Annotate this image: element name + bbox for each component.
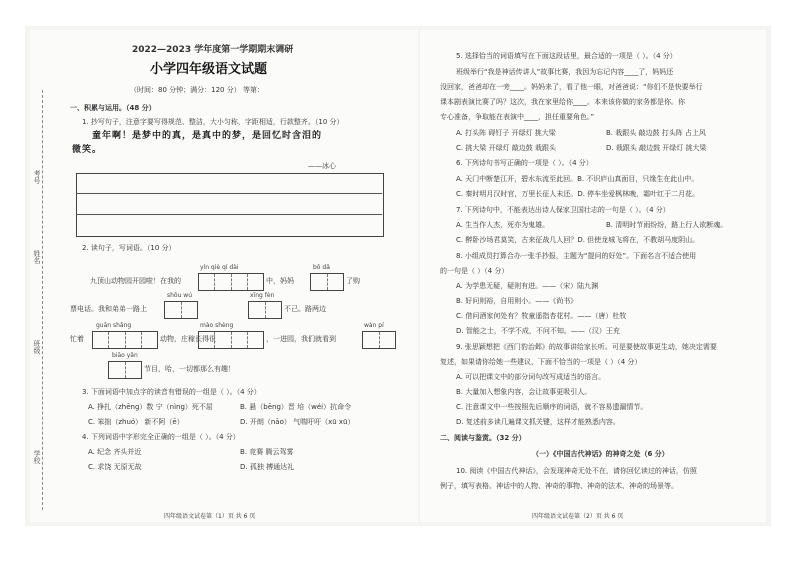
right-page (420, 30, 766, 522)
q5-line4: 专心准备，争取能在表演中____，担任重要角色。” (440, 113, 595, 121)
pinyin-maosheng: mào shèng (200, 322, 234, 329)
page-footer-right: 四年级语文试卷第（2）页 共 6 页 (532, 513, 624, 520)
q4-option-d[interactable]: D. 孤独 搏通达礼 (240, 463, 295, 471)
q9-option-d[interactable]: D. 复述前多读几遍课文抓关键，这样才能熟悉内容。 (456, 418, 620, 426)
pinyin-yinqieqidai: yín qiè qí dài (200, 264, 239, 271)
q8-option-a[interactable]: A. 为学患无疑，疑则有进。——（宋）陆九渊 (456, 282, 599, 290)
answer-grid[interactable] (198, 273, 264, 291)
q9-prompt-line2: 复述，如果请你给她一些建议，下面不恰当的一项是（ ）（4 分） (440, 358, 642, 366)
margin-banji: 班级 (33, 340, 41, 354)
q5-option-d[interactable]: D. 栽跟头 敲边鼓 开绿灯 挑大梁 (606, 144, 707, 152)
q1-sentence-2: 微笑。 (72, 145, 103, 155)
q2-line2b: 不己。路两边 (284, 305, 326, 313)
margin-xingming: 姓名 (33, 250, 41, 264)
pinyin-wanpi: wàn pí (364, 322, 384, 329)
q2-line3b: 动物，庄稼长得很 (160, 335, 216, 343)
q1-sentence-1: 童年啊！是梦中的真，是真中的梦，是回忆时含泪的 (92, 131, 323, 141)
q5-option-c[interactable]: C. 挑大梁 开绿灯 敲边鼓 栽跟头 (456, 144, 557, 152)
q5-option-a[interactable]: A. 打头阵 碍钉子 开绿灯 挑大梁 (456, 129, 556, 137)
answer-grid[interactable] (362, 331, 396, 349)
writing-line (76, 214, 382, 215)
section-2-heading: 二、阅读与鉴赏。（32 分） (440, 434, 526, 442)
q2-line4: 节目，哈，一切都那么有趣！ (144, 365, 235, 373)
left-page (30, 30, 418, 522)
q5-prompt: 5. 选择恰当的词语填写在下面这段话里，最合适的一项是（ ）。（4 分） (456, 52, 677, 60)
margin-kaohao: 考号 (33, 170, 41, 184)
q7-options-cd[interactable]: C. 醉卧沙场君莫笑，古来征战几人回？D. 但使龙城飞将在，不教胡马度阴山。 (456, 236, 700, 244)
answer-grid[interactable] (164, 301, 198, 319)
q10-line2: 例子，填写表格。神话中的人物、神奇的事物、神奇的法术、神奇的场景等。 (440, 482, 678, 490)
q1-prompt: 1. 抄写句子，注意字要写得规范、整洁，大小匀称，字距相适，行款整齐。（10 分） (82, 118, 344, 126)
q3-prompt: 3. 下面词语中加点字的读音有错误的一组是（ ）。（4 分） (82, 388, 261, 396)
q7-option-b[interactable]: B. 清明时节雨纷纷，路上行人欲断魂。 (606, 221, 728, 229)
q8-option-b[interactable]: B. 好问则裕，自用则小。——《尚书》 (456, 297, 578, 305)
answer-grid[interactable] (310, 273, 344, 291)
q2-line3a: 忙着 (70, 335, 84, 343)
q7-option-a[interactable]: A. 生当作人杰，死亦为鬼雄。 (456, 221, 550, 229)
q2-line3c: ，一进园，我们就看到 (266, 335, 336, 343)
passage-title: （一）《中国古代神话》的神奇之处（6 分） (532, 450, 669, 458)
q3-option-b[interactable]: B. 悬（bēng）晋 培（wéi）抗命令 (240, 403, 352, 411)
q1-author: ——冰心 (308, 162, 336, 170)
q2-line1a: 九顶山动物园开园啦！在我的 (90, 277, 181, 285)
pinyin-shouwu: shōu wú (167, 292, 193, 299)
pinyin-boda: bō dǎ (313, 264, 330, 271)
q6-options-ab[interactable]: A. 天门中断楚江开，碧水东流至此回。B. 不识庐山真面目，只缘生在此山中。 (456, 175, 699, 183)
q5-line1: 班级举行“我是神话传讲人”故事比赛，我因为忘记内容____了，妈妈还 (456, 68, 674, 76)
q9-option-a[interactable]: A. 可以把课文中的部分词句改写成适当的语言。 (456, 373, 606, 381)
q8-option-c[interactable]: C. 借问酒家何处有？牧童遥指杏花村。——（唐）杜牧 (456, 312, 627, 320)
q2-prompt: 2. 读句子，写词语。（10 分） (82, 244, 176, 252)
pinyin-guanshang: guān shǎng (96, 322, 132, 329)
q10-line1: 10. 阅读《中国古代神话》，会发现神奇无处不在，请你回忆读过的神话，仿照 (456, 467, 697, 475)
binding-line (42, 90, 43, 510)
q5-line2: 没回家，爸爸却在一旁____。妈妈来了，看了他一眼，对爸爸说：“你们不是快要举行 (440, 83, 703, 91)
q9-option-c[interactable]: C. 注意课文中一些按照先后顺序的词语，就不容易遗漏情节。 (456, 403, 648, 411)
q8-option-d[interactable]: D. 智能之士，不学不成，不问不知。——（汉）王充 (456, 327, 620, 335)
handwriting-box[interactable] (76, 173, 384, 237)
q2-line2a: 票电话。我和弟弟一路上 (70, 305, 147, 313)
q4-prompt: 4. 下列词语中字形完全正确的一组是（ ）。（4 分） (82, 433, 240, 441)
section-1-heading: 一、积累与运用。（48 分） (70, 104, 156, 112)
pinyin-biaoyan: biāo yǎn (112, 352, 138, 359)
q6-prompt: 6. 下列诗句书写正确的一项是（ ）。（4 分） (456, 159, 593, 167)
answer-grid[interactable] (198, 331, 264, 349)
page-footer-left: 四年级语文试卷第（1）页 共 6 页 (164, 513, 256, 520)
writing-line (76, 193, 382, 194)
q3-option-d[interactable]: D. 开朗（nāo） 气喘吁吁（xū xū） (240, 418, 355, 426)
q8-prompt: 8. 小组成员打算合办一张手抄报，主题为“提问的好处”。下面名言不适合使用 (456, 252, 697, 260)
q6-options-cd[interactable]: C. 秦时明月汉时官，万里长征人未还。D. 停车坐爱枫林晚，霜叶红于二月花。 (456, 190, 700, 198)
pinyin-xingfen: xīng fèn (250, 292, 275, 299)
answer-grid[interactable] (92, 331, 158, 349)
q3-option-c[interactable]: C. 笨拙（zhuó） 新不阿（ē） (88, 418, 184, 426)
q2-line1b: 中，妈妈 (266, 277, 294, 285)
answer-grid[interactable] (248, 301, 282, 319)
q5-line3: 课本剧表演比赛了吗？这次，我在家里给你____。本来该你做的家务都是你。你 (440, 98, 685, 106)
q4-option-a[interactable]: A. 纪念 齐头并近 (88, 448, 142, 456)
answer-grid[interactable] (108, 361, 142, 379)
exam-header: 2022—2023 学年度第一学期期末调研 (132, 45, 294, 55)
q8-prompt-line2: 的一句是（ ）（4 分） (440, 267, 509, 275)
q4-option-b[interactable]: B. 竞赛 腾云驾雾 (240, 448, 294, 456)
q2-line1c: 了购 (346, 277, 360, 285)
q4-option-c[interactable]: C. 求饶 无原无故 (88, 463, 142, 471)
q7-prompt: 7. 下列诗句中，不能表达出诗人保家卫国壮志的一句是（ ）。（4 分） (456, 206, 670, 214)
q9-option-b[interactable]: B. 大量加入想象内容，会让故事更吸引人。 (456, 388, 592, 396)
q3-option-a[interactable]: A. 挣扎（zhēng）数 宁（nìng）死不屈 (88, 403, 213, 411)
margin-xuexiao: 学校 (33, 450, 41, 464)
exam-title: 小学四年级语文试题 (150, 62, 268, 77)
exam-meta: （时间：80 分钟；满分：120 分） 等第： (130, 86, 264, 94)
q9-prompt: 9. 张思颖想把《西门豹治邺》的故事讲给家长听。可是要使故事更生动，她决定需要 (456, 343, 717, 351)
q5-option-b[interactable]: B. 栽跟头 敲边鼓 打头阵 占上风 (606, 129, 706, 137)
